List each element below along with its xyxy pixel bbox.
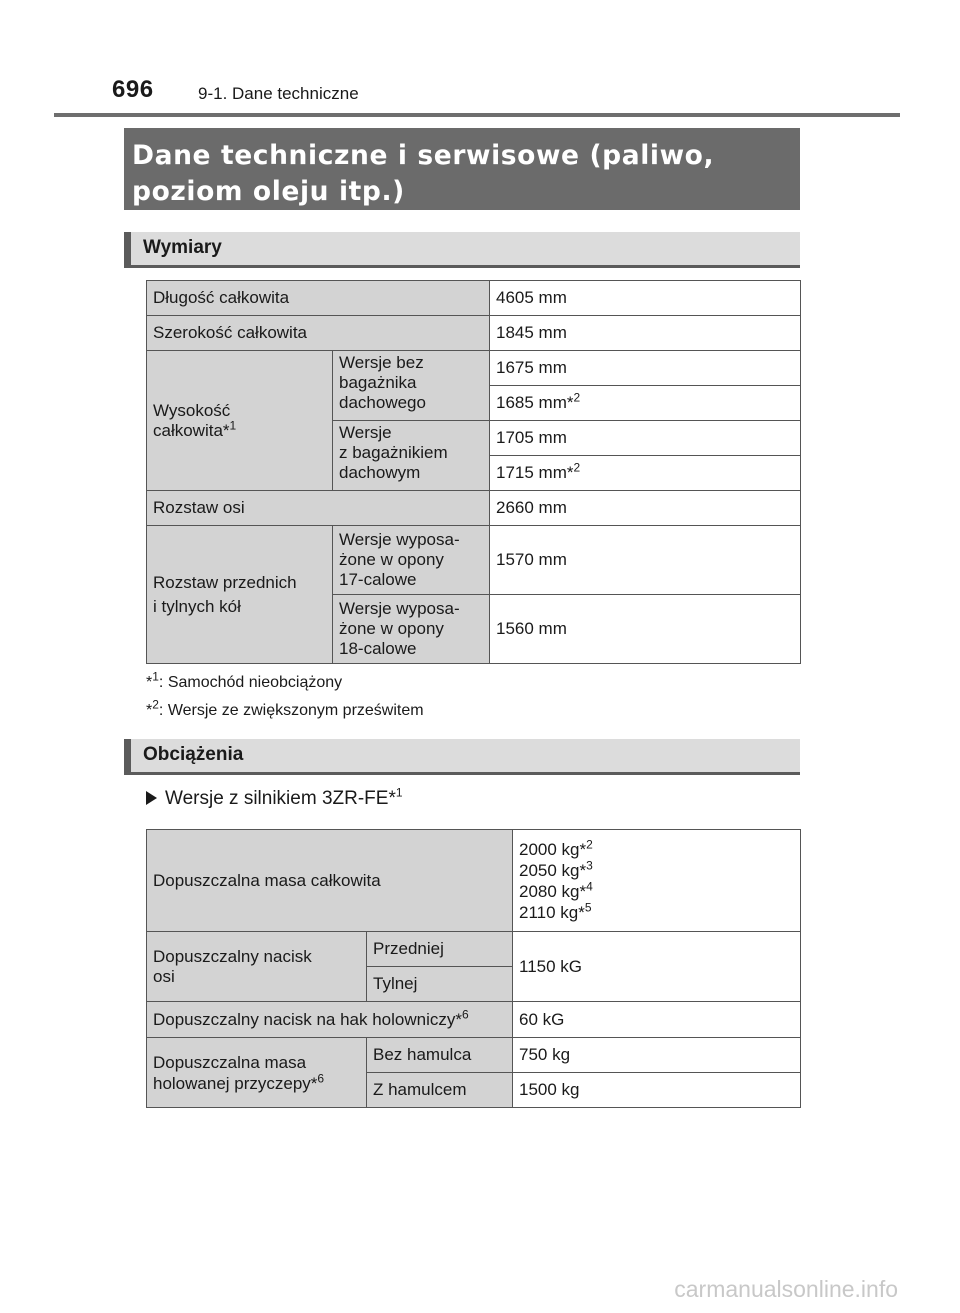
gvm-value-line [519, 878, 794, 902]
engine-version-bullet [146, 785, 403, 810]
footnote-mark: * [146, 702, 153, 719]
hitch-load-value: 60 kG [513, 1002, 801, 1038]
table-row [147, 1002, 801, 1038]
gvm-label: Dopuszczalna masa całkowita [147, 830, 513, 932]
front-axle-label: Przedniej [367, 932, 513, 967]
gvm-value-line [519, 857, 794, 881]
no-roof-rack-raised-height-value [490, 386, 801, 421]
gvm-value: 2050 kg* [519, 860, 587, 880]
engine-version-text: Wersje z silnikiem 3ZR-FE* [165, 788, 396, 809]
trailer-mass-label [147, 1038, 367, 1108]
table-row [147, 1038, 801, 1073]
length-label: Długość całkowita [147, 281, 490, 316]
dimensions-table [146, 280, 801, 664]
no-roof-rack-label-line: bagażnika [339, 373, 417, 392]
tyre-17-label-line: 17-calowe [339, 570, 417, 589]
footnote-ref: 2 [573, 460, 581, 475]
tyre-18-label-line: 18-calowe [339, 639, 417, 658]
table-row [147, 526, 801, 595]
footnote-ref: 6 [317, 1070, 325, 1085]
hitch-load-text: Dopuszczalny nacisk na hak holowniczy* [153, 1009, 462, 1029]
no-roof-rack-height-value: 1675 mm [490, 351, 801, 386]
footnote-ref: 2 [573, 390, 581, 405]
tyre-18-label-line: żone w opony [339, 619, 444, 638]
footnote-ref: 6 [462, 1006, 469, 1021]
footnote-number: 2 [152, 697, 159, 712]
wheelbase-value: 2660 mm [490, 491, 801, 526]
footnote-ref: 1 [395, 785, 403, 800]
gvm-values [513, 830, 801, 932]
page-title [124, 128, 800, 210]
tyre-17-label-line: Wersje wyposa- [339, 530, 460, 549]
gvm-value: 2110 kg* [519, 902, 585, 922]
footnote-number: 1 [152, 669, 159, 684]
track-label [147, 526, 333, 664]
tyre-17-label [333, 526, 490, 595]
table-row [147, 491, 801, 526]
section-heading-dimensions: Wymiary [124, 232, 800, 268]
page-title-line-1: Dane techniczne i serwisowe (paliwo, [132, 140, 715, 171]
width-value: 1845 mm [490, 316, 801, 351]
no-roof-rack-label [333, 351, 490, 421]
footnote-mark: * [146, 674, 153, 691]
footnote-2 [146, 697, 424, 720]
gvm-value: 2080 kg* [519, 881, 587, 901]
tyre-18-track-value: 1560 mm [490, 595, 801, 664]
footnote-1 [146, 669, 343, 692]
length-value: 4605 mm [490, 281, 801, 316]
watermark: carmanualsonline.info [674, 1276, 898, 1302]
rear-axle-label: Tylnej [367, 967, 513, 1002]
gvm-value-line [519, 836, 794, 860]
arrow-right-icon [146, 791, 157, 805]
value-text: 1715 mm* [496, 463, 574, 482]
tyre-17-track-value: 1570 mm [490, 526, 801, 595]
track-label-line-1: Rozstaw przednich [153, 572, 297, 592]
no-roof-rack-label-line: dachowego [339, 393, 426, 412]
footnote-ref: 2 [586, 836, 593, 851]
page-number: 696 [112, 76, 154, 103]
header-rule [54, 113, 900, 117]
axle-load-value: 1150 kG [513, 932, 801, 1002]
unbraked-value: 750 kg [513, 1038, 801, 1073]
footnote-ref: 5 [584, 899, 592, 914]
running-header: 9-1. Dane techniczne [198, 84, 359, 103]
footnote-text: : Samochód nieobciążony [158, 674, 343, 691]
value-text: 1685 mm* [496, 393, 574, 412]
footnote-ref: 4 [586, 878, 593, 893]
no-roof-rack-label-line: Wersje bez [339, 353, 424, 372]
roof-rack-label [333, 421, 490, 491]
section-heading-loads: Obciążenia [124, 739, 800, 775]
unbraked-label: Bez hamulca [367, 1038, 513, 1073]
tyre-18-label-line: Wersje wyposa- [339, 599, 460, 618]
axle-load-label-line-2: osi [153, 966, 175, 986]
height-label-line-1: Wysokość [153, 400, 231, 420]
tyre-18-label [333, 595, 490, 664]
roof-rack-raised-height-value [490, 456, 801, 491]
table-row [147, 830, 801, 932]
width-label: Szerokość całkowita [147, 316, 490, 351]
loads-table [146, 829, 801, 1108]
footnote-ref: 3 [586, 857, 593, 872]
height-label-line-2: całkowita* [153, 420, 230, 440]
height-label [147, 351, 333, 491]
roof-rack-height-value: 1705 mm [490, 421, 801, 456]
gvm-value-line [519, 899, 794, 923]
trailer-mass-label-line-2: holowanej przyczepy* [153, 1073, 318, 1093]
trailer-mass-label-line-1: Dopuszczalna masa [153, 1052, 307, 1072]
table-row [147, 351, 801, 386]
track-label-line-2: i tylnych kół [153, 596, 241, 616]
roof-rack-label-line: Wersje [339, 423, 392, 442]
braked-value: 1500 kg [513, 1073, 801, 1108]
axle-load-label [147, 932, 367, 1002]
footnote-ref: 1 [229, 417, 237, 432]
table-row [147, 316, 801, 351]
gvm-value: 2000 kg* [519, 839, 587, 859]
axle-load-label-line-1: Dopuszczalny nacisk [153, 946, 312, 966]
table-row [147, 932, 801, 967]
roof-rack-label-line: dachowym [339, 463, 421, 482]
table-row [147, 281, 801, 316]
roof-rack-label-line: z bagażnikiem [339, 443, 448, 462]
page-title-line-2: poziom oleju itp.) [132, 176, 405, 207]
braked-label: Z hamulcem [367, 1073, 513, 1108]
tyre-17-label-line: żone w opony [339, 550, 444, 569]
hitch-load-label [147, 1002, 513, 1038]
footnote-text: : Wersje ze zwiększonym prześwitem [158, 702, 424, 719]
wheelbase-label: Rozstaw osi [147, 491, 490, 526]
